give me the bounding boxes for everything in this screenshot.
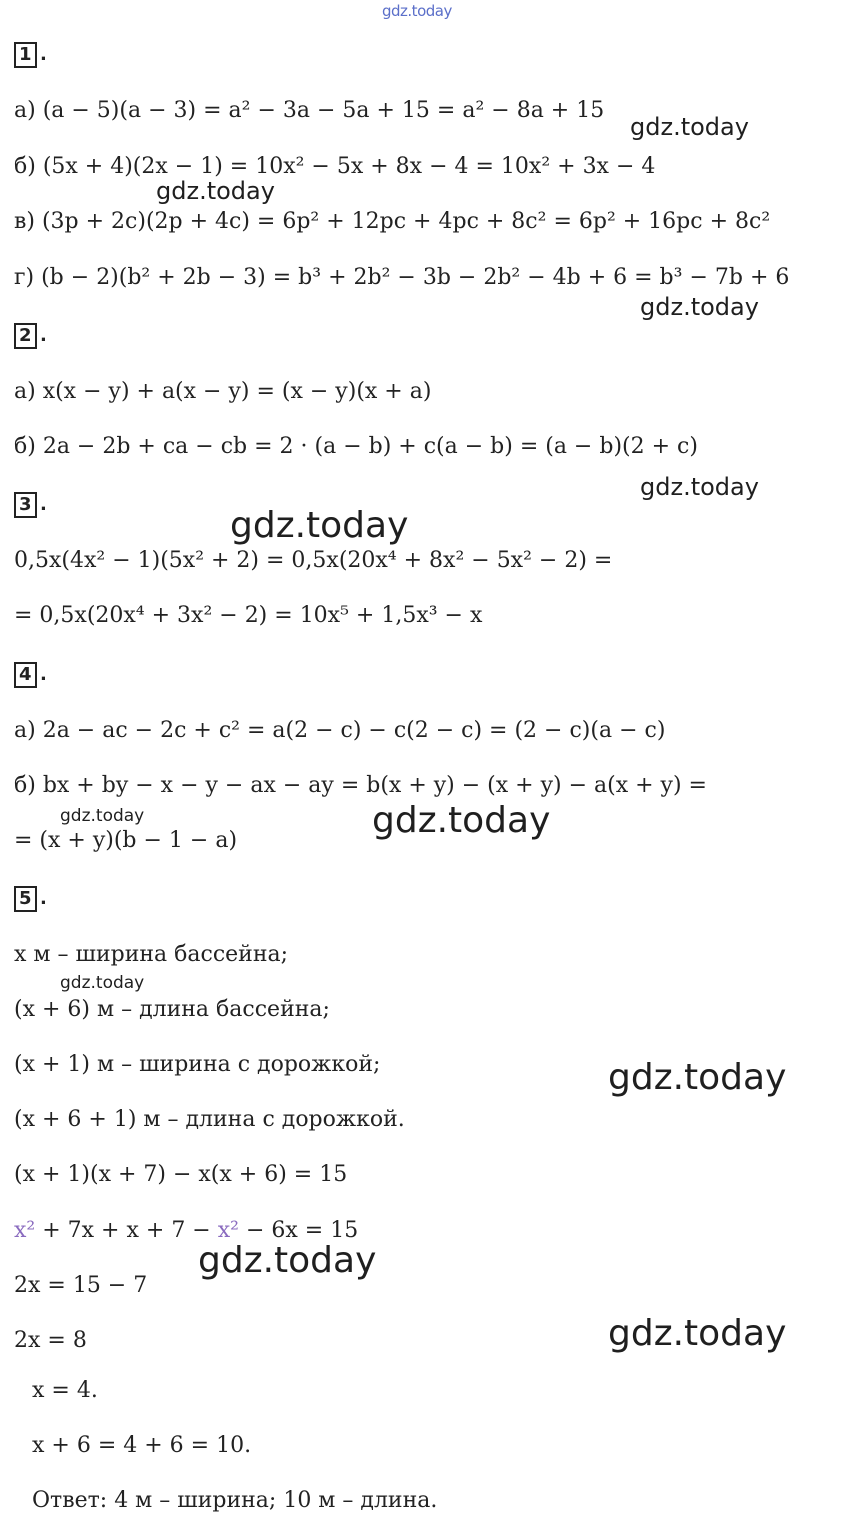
watermark: gdz.today bbox=[60, 806, 145, 826]
task-1-line-a: а) (a − 5)(a − 3) = a² − 3a − 5a + 15 = a² − 8a + 15 bbox=[14, 98, 605, 123]
expanded-part-2: − 6x = 15 bbox=[245, 1218, 359, 1243]
task-2-number: 2 bbox=[14, 323, 37, 349]
task-2-line-b: б) 2a − 2b + ca − cb = 2 · (a − b) + c(a − b) = (a − b)(2 + c) bbox=[14, 434, 698, 459]
watermark: gdz.today bbox=[640, 473, 759, 501]
task-5-line-3: (x + 1) м – ширина с дорожкой; bbox=[14, 1052, 381, 1077]
task-3-line-1: 0,5x(4x² − 1)(5x² + 2) = 0,5x(20x⁴ + 8x² − 5x² − 2) = bbox=[14, 548, 613, 573]
task-1-line-d: г) (b − 2)(b² + 2b − 3) = b³ + 2b² − 3b − 2b² − 4b + 6 = b³ − 7b + 6 bbox=[14, 265, 790, 290]
task-1-number: 1 bbox=[14, 42, 37, 68]
task-5-line-2: (x + 6) м – длина бассейна; bbox=[14, 997, 330, 1022]
watermark: gdz.today bbox=[630, 113, 749, 141]
task-3-dot: . bbox=[40, 494, 47, 515]
task-5-equation: (x + 1)(x + 7) − x(x + 6) = 15 bbox=[14, 1162, 348, 1187]
task-5-dot: . bbox=[40, 888, 47, 909]
task-4-line-b2: = (x + y)(b − 1 − a) bbox=[14, 828, 238, 853]
watermark: gdz.today bbox=[198, 1240, 377, 1281]
task-5-step-2: 2x = 8 bbox=[14, 1328, 87, 1353]
cancelled-term-2: x² bbox=[217, 1218, 239, 1243]
task-5-number: 5 bbox=[14, 886, 37, 912]
task-2-dot: . bbox=[40, 325, 47, 346]
cancelled-term-1: x² bbox=[14, 1218, 36, 1243]
task-5-answer: Ответ: 4 м – ширина; 10 м – длина. bbox=[32, 1488, 438, 1513]
watermark: gdz.today bbox=[640, 293, 759, 321]
watermark: gdz.today bbox=[156, 177, 275, 205]
watermark: gdz.today bbox=[230, 505, 409, 546]
task-3-number: 3 bbox=[14, 492, 37, 518]
watermark: gdz.today bbox=[608, 1313, 787, 1354]
watermark: gdz.today bbox=[60, 973, 145, 993]
watermark: gdz.today bbox=[608, 1057, 787, 1098]
top-watermark: gdz.today bbox=[382, 2, 452, 20]
task-5-step-1: 2x = 15 − 7 bbox=[14, 1273, 148, 1298]
task-4-dot: . bbox=[40, 664, 47, 685]
task-4-number: 4 bbox=[14, 662, 37, 688]
task-1-dot: . bbox=[40, 44, 47, 65]
expanded-part-1: + 7x + x + 7 − bbox=[42, 1218, 211, 1243]
watermark: gdz.today bbox=[372, 800, 551, 841]
task-4-line-b: б) bx + by − x − y − ax − ay = b(x + y) − (x + y) − a(x + y) = bbox=[14, 773, 707, 798]
task-5-line-1: x м – ширина бассейна; bbox=[14, 942, 289, 967]
task-5-length: x + 6 = 4 + 6 = 10. bbox=[32, 1433, 252, 1458]
task-2-line-a: а) x(x − y) + a(x − y) = (x − y)(x + a) bbox=[14, 379, 432, 404]
task-5-solution: x = 4. bbox=[32, 1378, 98, 1403]
task-1-line-b: б) (5x + 4)(2x − 1) = 10x² − 5x + 8x − 4 = 10x² + 3x − 4 bbox=[14, 154, 656, 179]
task-4-line-a: а) 2a − ac − 2c + c² = a(2 − c) − c(2 − c) = (2 − c)(a − c) bbox=[14, 718, 666, 743]
task-5-line-4: (x + 6 + 1) м – длина с дорожкой. bbox=[14, 1107, 405, 1132]
task-3-line-2: = 0,5x(20x⁴ + 3x² − 2) = 10x⁵ + 1,5x³ − x bbox=[14, 603, 483, 628]
task-1-line-c: в) (3p + 2c)(2p + 4c) = 6p² + 12pc + 4pc + 8c² = 6p² + 16pc + 8c² bbox=[14, 209, 771, 234]
